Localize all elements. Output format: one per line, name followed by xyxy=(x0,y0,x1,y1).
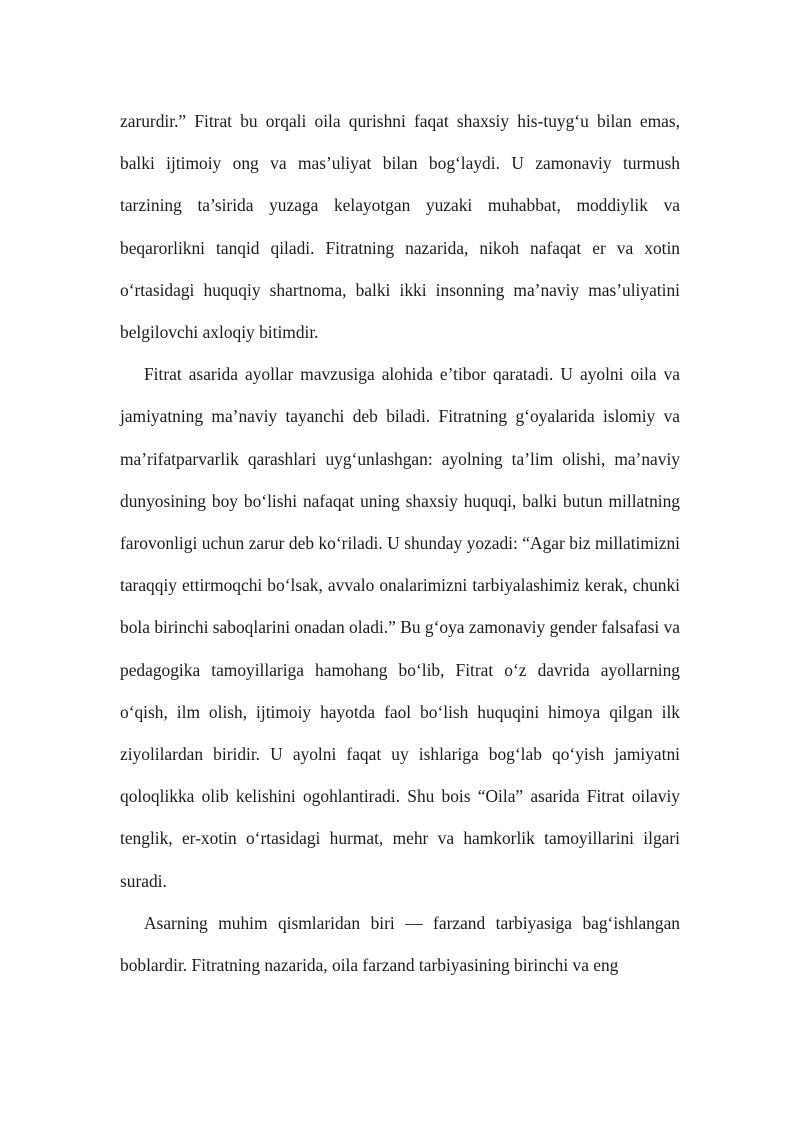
paragraph-women-topic: Fitrat asarida ayollar mavzusiga alohida e’tibor qaratadi. U ayolni oila va jamiyatning ma’naviy tayanchi deb biladi. Fitratning g‘oyalarida islomiy va ma’rifatparvarlik qarashlari uyg‘unlashgan: ayolning ta’lim olishi, ma’naviy dunyosining boy bo‘lishi nafaqat uning shaxsiy huquqi, balki butun millatning farovonligi uchun zarur deb ko‘riladi. U shunday yozadi: “Agar biz millatimizni taraqqiy ettirmoqchi bo‘lsak, avvalo onalarimizni tarbiyalashimiz kerak, chunki bola birinchi saboqlarini onadan oladi.” Bu g‘oya zamonaviy gender falsafasi va pedagogika tamoyillariga hamohang bo‘lib, Fitrat o‘z davrida ayollarning o‘qish, ilm olish, ijtimoiy hayotda faol bo‘lish huquqini himoya qilgan ilk ziyolilardan biridir. U ayolni faqat uy ishlariga bog‘lab qo‘yish jamiyatni qoloqlikka olib kelishini ogohlantiradi. Shu bois “Oila” asarida Fitrat oilaviy tenglik, er-xotin o‘rtasidagi hurmat, mehr va hamkorlik tamoyillarini ilgari suradi. xyxy=(120,364,680,891)
body-text xyxy=(120,100,680,986)
paragraph-continuation: zarurdir.” Fitrat bu orqali oila qurishni faqat shaxsiy his-tuyg‘u bilan emas, balki ijtimoiy ong va mas’uliyat bilan bog‘laydi. U zamonaviy turmush tarzining ta’sirida yuzaga kelayotgan yuzaki muhabbat, moddiylik va beqarorlikni tanqid qiladi. Fitratning nazarida, nikoh nafaqat er va xotin o‘rtasidagi huquqiy shartnoma, balki ikki insonning ma’naviy mas’uliyatini belgilovchi axloqiy bitimdir. xyxy=(120,111,680,343)
paragraph-child-upbringing: Asarning muhim qismlaridan biri — farzand tarbiyasiga bag‘ishlangan boblardir. Fitratning nazarida, oila farzand tarbiyasining birinchi va eng xyxy=(120,912,680,976)
